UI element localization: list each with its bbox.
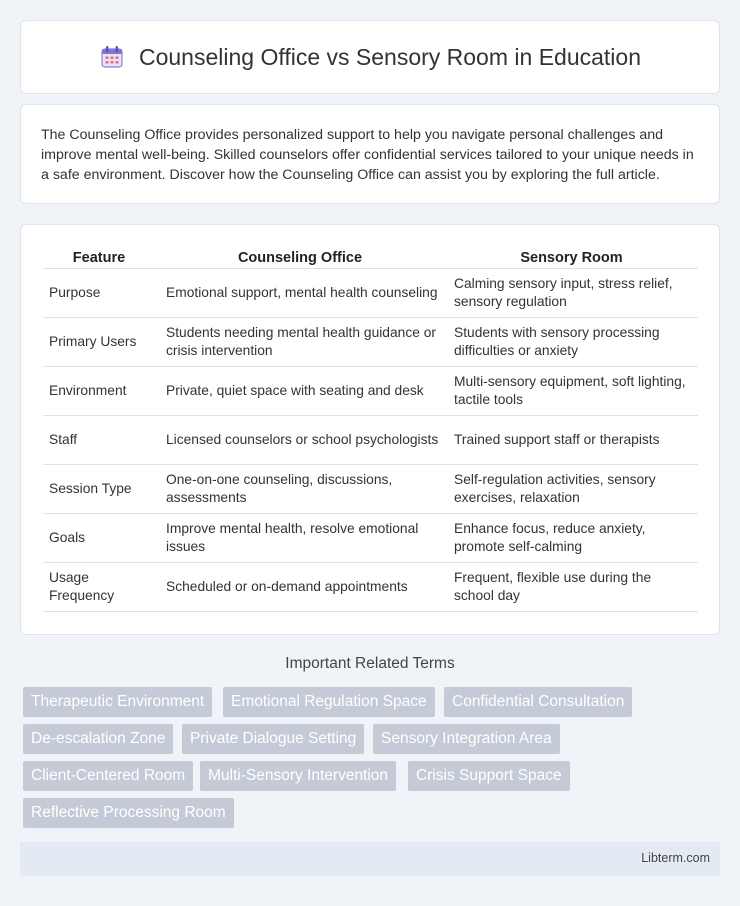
table-row	[43, 269, 698, 318]
related-term-tag[interactable]: Emotional Regulation Space	[223, 687, 435, 717]
feature-cell: Usage Frequency	[43, 563, 155, 612]
table-row	[43, 563, 698, 612]
header-card	[20, 20, 720, 94]
feature-cell: Staff	[43, 416, 155, 465]
footer-brand[interactable]: Libterm.com	[641, 851, 710, 865]
counseling-cell: One-on-one counseling, discussions, assessments	[155, 465, 445, 514]
related-term-tag[interactable]: Reflective Processing Room	[23, 798, 234, 828]
related-term-tag[interactable]: Client-Centered Room	[23, 761, 193, 791]
related-terms-title: Important Related Terms	[285, 655, 455, 672]
counseling-cell: Private, quiet space with seating and desk	[155, 367, 445, 416]
related-term-tag[interactable]: Private Dialogue Setting	[182, 724, 364, 754]
header-counseling-office: Counseling Office	[155, 247, 445, 269]
counseling-cell: Scheduled or on-demand appointments	[155, 563, 445, 612]
table-row	[43, 367, 698, 416]
related-term-tag[interactable]: De-escalation Zone	[23, 724, 173, 754]
sensory-cell: Calming sensory input, stress relief, sensory regulation	[445, 269, 698, 318]
header-feature: Feature	[43, 247, 155, 269]
related-term-tag[interactable]: Therapeutic Environment	[23, 687, 212, 717]
related-term-tag[interactable]: Crisis Support Space	[408, 761, 570, 791]
header-sensory-room: Sensory Room	[445, 247, 698, 269]
table-row	[43, 465, 698, 514]
feature-cell: Environment	[43, 367, 155, 416]
calendar-icon	[99, 44, 125, 70]
sensory-cell: Students with sensory processing difficulties or anxiety	[445, 318, 698, 367]
related-term-tag[interactable]: Confidential Consultation	[444, 687, 632, 717]
page-title: Counseling Office vs Sensory Room in Education	[138, 43, 641, 70]
feature-cell: Purpose	[43, 269, 155, 318]
counseling-cell: Emotional support, mental health counseling	[155, 269, 445, 318]
footer	[20, 842, 720, 876]
table-header-row	[43, 247, 698, 269]
counseling-cell: Students needing mental health guidance or crisis intervention	[155, 318, 445, 367]
sensory-cell: Trained support staff or therapists	[445, 416, 698, 465]
counseling-cell: Improve mental health, resolve emotional issues	[155, 514, 445, 563]
table-row	[43, 416, 698, 465]
intro-card	[20, 104, 720, 204]
sensory-cell: Self-regulation activities, sensory exercises, relaxation	[445, 465, 698, 514]
sensory-cell: Multi-sensory equipment, soft lighting, tactile tools	[445, 367, 698, 416]
feature-cell: Goals	[43, 514, 155, 563]
related-term-tag[interactable]: Sensory Integration Area	[373, 724, 560, 754]
related-term-tag[interactable]: Multi-Sensory Intervention	[200, 761, 396, 791]
comparison-table	[43, 247, 698, 612]
feature-cell: Primary Users	[43, 318, 155, 367]
sensory-cell: Enhance focus, reduce anxiety, promote self-calming	[445, 514, 698, 563]
comparison-card	[20, 224, 720, 635]
sensory-cell: Frequent, flexible use during the school day	[445, 563, 698, 612]
table-row	[43, 318, 698, 367]
table-row	[43, 514, 698, 563]
feature-cell: Session Type	[43, 465, 155, 514]
counseling-cell: Licensed counselors or school psychologists	[155, 416, 445, 465]
intro-text: The Counseling Office provides personalized support to help you navigate personal challenges and improve mental well-being. Skilled counselors offer confidential services tailored to your unique needs in a safe environment. Discover how the Counseling Office can assist you by exploring the full article.	[41, 127, 694, 183]
